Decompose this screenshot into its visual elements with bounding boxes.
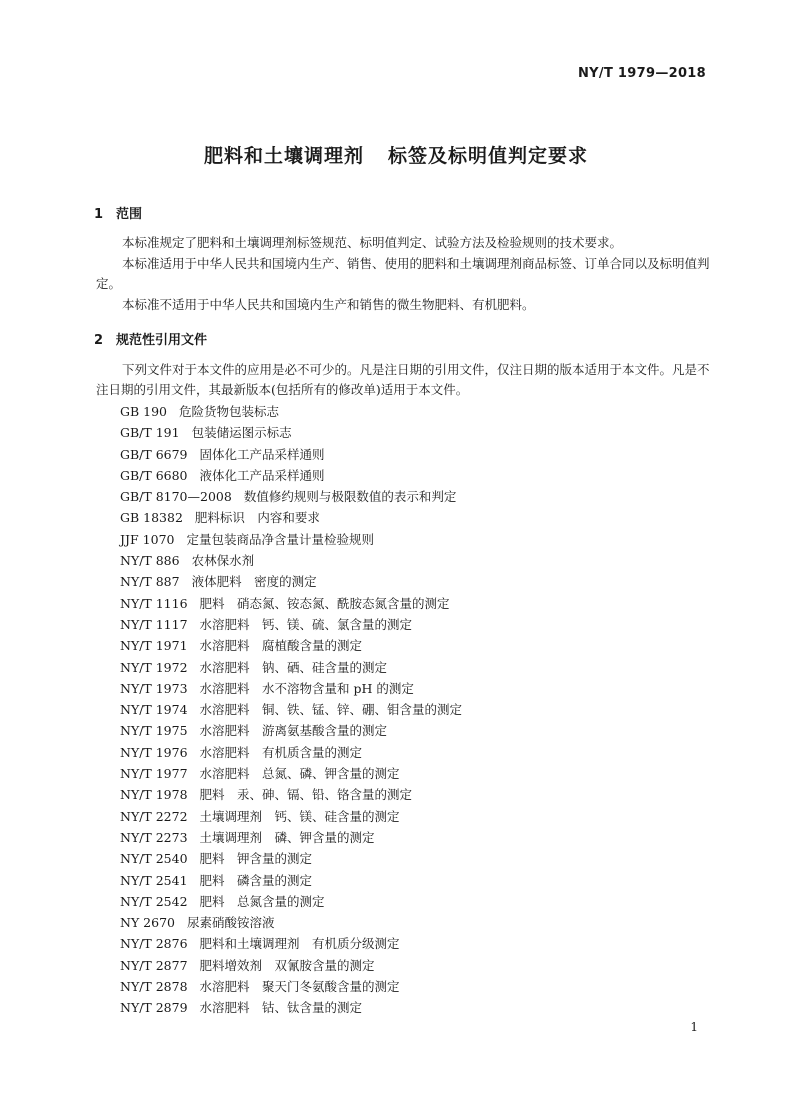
reference-code: NY/T 1973 — [120, 680, 188, 696]
reference-code: GB 190 — [120, 404, 168, 419]
reference-code: NY/T 2273 — [120, 829, 188, 845]
reference-item — [120, 848, 462, 869]
reference-title: 水溶肥料 铜、铁、锰、锌、硼、钼含量的测定 — [199, 702, 463, 718]
reference-item — [120, 827, 462, 848]
reference-item — [120, 635, 462, 656]
standard-code: NY/T 1979—2018 — [578, 66, 706, 81]
reference-code: NY/T 887 — [120, 574, 180, 590]
reference-title: 肥料 硝态氮、铵态氮、酰胺态氮含量的测定 — [199, 595, 450, 611]
section-2-intro: 下列文件对于本文件的应用是必不可少的。凡是注日期的引用文件，仅注日期的版本适用于本文件。凡是不注日期的引用文件，其最新版本(包括所有的修改单)适用于本文件。 — [96, 362, 710, 397]
reference-title: 液体化工产品采样通则 — [199, 467, 325, 483]
reference-code: GB/T 8170—2008 — [120, 489, 232, 505]
reference-code: NY/T 1974 — [120, 702, 188, 718]
reference-title: 土壤调理剂 磷、钾含量的测定 — [199, 829, 375, 845]
reference-title: 肥料 汞、砷、镉、铅、铬含量的测定 — [199, 787, 413, 803]
reference-item — [120, 657, 462, 678]
reference-code: NY/T 886 — [120, 553, 180, 569]
reference-code: NY/T 1975 — [120, 723, 188, 739]
reference-title: 土壤调理剂 钙、镁、硅含量的测定 — [199, 808, 400, 824]
reference-code: GB/T 191 — [120, 425, 180, 441]
document-title — [0, 141, 792, 168]
reference-title: 水溶肥料 总氮、磷、钾含量的测定 — [199, 766, 400, 782]
reference-title: 固体化工产品采样通则 — [199, 446, 325, 462]
reference-item — [120, 529, 462, 550]
reference-code: NY/T 1978 — [120, 787, 188, 803]
reference-title: 数值修约规则与极限数值的表示和判定 — [243, 489, 457, 505]
reference-code: NY/T 2877 — [120, 957, 188, 973]
reference-title: 包装储运图示标志 — [191, 425, 292, 441]
reference-title: 肥料增效剂 双氰胺含量的测定 — [199, 957, 375, 973]
reference-code: GB/T 6680 — [120, 467, 188, 483]
reference-code: NY/T 2540 — [120, 851, 188, 867]
reference-item — [120, 763, 462, 784]
reference-title: 水溶肥料 有机质含量的测定 — [199, 744, 363, 760]
reference-title: 农林保水剂 — [191, 553, 255, 569]
reference-title: 水溶肥料 钴、钛含量的测定 — [199, 1000, 363, 1016]
reference-item — [120, 593, 462, 614]
reference-code: NY/T 2542 — [120, 893, 188, 909]
section-1-paragraph-1: 本标准规定了肥料和土壤调理剂标签规范、标明值判定、试验方法及检验规则的技术要求。 — [122, 235, 623, 250]
reference-code: NY/T 1977 — [120, 766, 188, 782]
reference-item — [120, 997, 462, 1018]
reference-item — [120, 933, 462, 954]
reference-item — [120, 912, 462, 933]
reference-item — [120, 465, 462, 486]
reference-item — [120, 422, 462, 443]
reference-item — [120, 507, 462, 528]
reference-item — [120, 784, 462, 805]
reference-title: 水溶肥料 聚天门冬氨酸含量的测定 — [199, 979, 400, 995]
reference-code: NY/T 2876 — [120, 936, 188, 952]
page-number: 1 — [690, 1020, 698, 1034]
reference-code: NY/T 1972 — [120, 659, 188, 675]
reference-item — [120, 550, 462, 571]
reference-title: 肥料 钾含量的测定 — [199, 851, 313, 867]
section-1-paragraph-3: 本标准不适用于中华人民共和国境内生产和销售的微生物肥料、有机肥料。 — [122, 297, 535, 312]
reference-item — [120, 444, 462, 465]
title-part-1: 肥料和土壤调理剂 — [203, 145, 364, 167]
reference-code: GB 18382 — [120, 510, 183, 526]
reference-item — [120, 720, 462, 741]
reference-item — [120, 678, 462, 699]
reference-title: 危险货物包装标志 — [179, 404, 280, 419]
section-1-number: 1 — [94, 207, 104, 222]
reference-code: NY 2670 — [120, 915, 175, 931]
reference-title: 肥料 磷含量的测定 — [199, 872, 313, 888]
reference-code: NY/T 2878 — [120, 979, 188, 995]
reference-title: 水溶肥料 钠、硒、硅含量的测定 — [199, 659, 388, 675]
reference-title: 水溶肥料 腐植酸含量的测定 — [199, 638, 363, 654]
reference-item — [120, 955, 462, 976]
reference-title: 液体肥料 密度的测定 — [191, 574, 317, 590]
section-1-heading — [94, 203, 142, 222]
reference-item — [120, 486, 462, 507]
reference-code: JJF 1070 — [120, 531, 175, 547]
section-2-title: 规范性引用文件 — [116, 333, 208, 348]
reference-code: NY/T 1116 — [120, 595, 188, 611]
reference-code: GB/T 6679 — [120, 446, 188, 462]
reference-title: 肥料标识 内容和要求 — [194, 510, 320, 526]
reference-title: 肥料和土壤调理剂 有机质分级测定 — [199, 936, 400, 952]
section-1-title: 范围 — [116, 207, 143, 222]
reference-code: NY/T 2541 — [120, 872, 188, 888]
reference-list — [120, 401, 462, 1019]
section-2-heading — [94, 329, 207, 348]
section-2-number: 2 — [94, 333, 104, 348]
reference-title: 肥料 总氮含量的测定 — [199, 893, 325, 909]
reference-item — [120, 699, 462, 720]
reference-code: NY/T 2879 — [120, 1000, 188, 1016]
reference-title: 尿素硝酸铵溶液 — [186, 915, 275, 931]
reference-code: NY/T 1971 — [120, 638, 188, 654]
reference-title: 水溶肥料 水不溶物含量和 pH 的测定 — [199, 680, 414, 696]
reference-item — [120, 571, 462, 592]
section-1-paragraph-2: 本标准适用于中华人民共和国境内生产、销售、使用的肥料和土壤调理剂商品标签、订单合同以及标明值判定。 — [96, 256, 710, 291]
reference-item — [120, 976, 462, 997]
reference-item — [120, 870, 462, 891]
reference-title: 水溶肥料 游离氨基酸含量的测定 — [199, 723, 388, 739]
reference-title: 水溶肥料 钙、镁、硫、氯含量的测定 — [199, 616, 413, 632]
reference-item — [120, 806, 462, 827]
reference-item — [120, 742, 462, 763]
reference-code: NY/T 2272 — [120, 808, 188, 824]
reference-item — [120, 614, 462, 635]
reference-title: 定量包装商品净含量计量检验规则 — [186, 531, 374, 547]
reference-item — [120, 401, 462, 422]
reference-code: NY/T 1117 — [120, 616, 188, 632]
reference-code: NY/T 1976 — [120, 744, 188, 760]
reference-item — [120, 891, 462, 912]
title-part-2: 标签及标明值判定要求 — [388, 145, 589, 167]
